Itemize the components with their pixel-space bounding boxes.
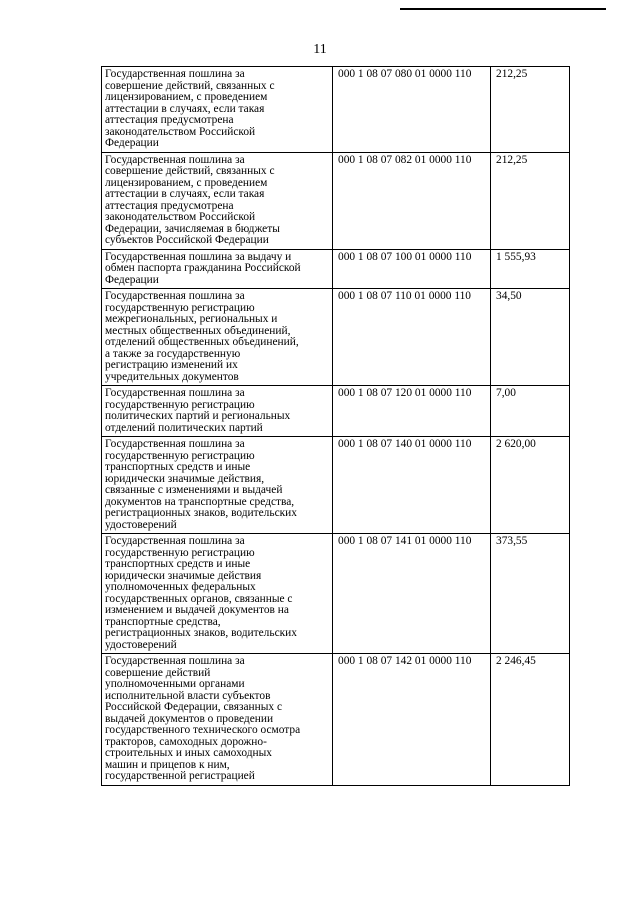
amount-cell: 2 620,00 — [491, 437, 570, 534]
table-row — [102, 289, 570, 386]
fee-name-cell: Государственная пошлина за совершение действий уполномоченными органами исполнительной власти субъектов Российской Федерации, связанных с выдачей документов о проведении государственного технического осмотра тракторов, самоходных дорожно- строительных и иных самоходных машин и прицепов к ним, государственной регистрацией — [102, 654, 333, 786]
budget-code-cell: 000 1 08 07 110 01 0000 110 — [333, 289, 491, 386]
amount-cell: 7,00 — [491, 386, 570, 437]
fee-name-cell: Государственная пошлина за совершение действий, связанных с лицензированием, с проведением аттестации в случаях, если такая аттестация предусмотрена законодательством Российской Федерации — [102, 67, 333, 153]
table-row — [102, 152, 570, 249]
budget-code-cell: 000 1 08 07 140 01 0000 110 — [333, 437, 491, 534]
fee-name-cell: Государственная пошлина за государственную регистрацию политических партий и региональных отделений политических партий — [102, 386, 333, 437]
budget-code-cell: 000 1 08 07 100 01 0000 110 — [333, 249, 491, 289]
amount-cell: 1 555,93 — [491, 249, 570, 289]
fee-name-cell: Государственная пошлина за совершение действий, связанных с лицензированием, с проведением аттестации в случаях, если такая аттестация предусмотрена законодательством Российской Федерации, зачисляемая в бюджеты субъектов Российской Федерации — [102, 152, 333, 249]
table-row — [102, 654, 570, 786]
fee-name-cell: Государственная пошлина за государственную регистрацию транспортных средств и иные юридически значимые действия, связанные с изменениями и выдачей документов на транспортные средства, регистрационных знаков, водительских удостоверений — [102, 437, 333, 534]
table-row — [102, 249, 570, 289]
budget-code-cell: 000 1 08 07 120 01 0000 110 — [333, 386, 491, 437]
amount-cell: 212,25 — [491, 152, 570, 249]
amount-cell: 212,25 — [491, 67, 570, 153]
amount-cell: 34,50 — [491, 289, 570, 386]
budget-code-cell: 000 1 08 07 080 01 0000 110 — [333, 67, 491, 153]
fee-name-cell: Государственная пошлина за выдачу и обмен паспорта гражданина Российской Федерации — [102, 249, 333, 289]
table-row — [102, 386, 570, 437]
amount-cell: 373,55 — [491, 534, 570, 654]
amount-cell: 2 246,45 — [491, 654, 570, 786]
header-rule — [400, 8, 606, 10]
budget-code-cell: 000 1 08 07 141 01 0000 110 — [333, 534, 491, 654]
fee-name-cell: Государственная пошлина за государственную регистрацию транспортных средств и иные юридически значимые действия уполномоченных федеральных государственных органов, связанные с изменением и выдачей документов на транспортные средства, регистрационных знаков, водительских удостоверений — [102, 534, 333, 654]
page-number: 11 — [313, 42, 327, 57]
budget-code-cell: 000 1 08 07 082 01 0000 110 — [333, 152, 491, 249]
table-row — [102, 534, 570, 654]
table-row — [102, 67, 570, 153]
budget-code-cell: 000 1 08 07 142 01 0000 110 — [333, 654, 491, 786]
fee-table — [101, 66, 570, 786]
fee-name-cell: Государственная пошлина за государственную регистрацию межрегиональных, региональных и местных общественных объединений, отделений общественных объединений, а также за государственную регистрацию изменений их учредительных документов — [102, 289, 333, 386]
table-row — [102, 437, 570, 534]
